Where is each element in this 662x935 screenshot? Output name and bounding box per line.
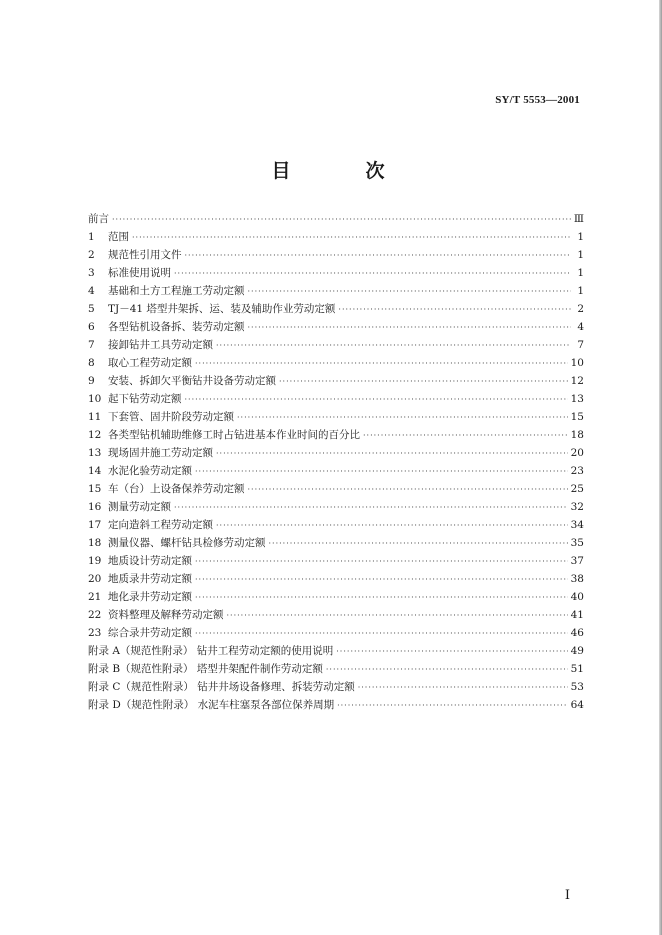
- toc-entry[interactable]: [88, 678, 584, 696]
- toc-entry-number: 9: [88, 375, 95, 387]
- toc-leader-dots: [248, 283, 572, 301]
- toc-entry[interactable]: [88, 480, 584, 498]
- toc-leader-dots: [185, 391, 568, 409]
- toc-entry-number: 22: [88, 609, 102, 621]
- toc-entry-page: 20: [570, 447, 584, 459]
- toc-entry[interactable]: [88, 642, 584, 660]
- toc-entry-label: 基础和土方工程施工劳动定额: [108, 285, 245, 297]
- toc-entry-page: 1: [577, 267, 584, 279]
- toc-leader-dots: [195, 571, 568, 589]
- toc-entry[interactable]: [88, 606, 584, 624]
- toc-leader-dots: [195, 625, 568, 643]
- toc-entry-label: 综合录井劳动定额: [108, 627, 192, 639]
- toc-entry-number: 6: [88, 321, 95, 333]
- toc-entry-label: 水泥化验劳动定额: [108, 465, 192, 477]
- toc-entry-number: 19: [88, 555, 102, 567]
- toc-entry[interactable]: [88, 246, 584, 264]
- toc-entry-number: 23: [88, 627, 102, 639]
- toc-entry-label: 起下钻劳动定额: [108, 393, 182, 405]
- toc-entry-page: 25: [570, 483, 584, 495]
- toc-entry-number: 15: [88, 483, 102, 495]
- toc-leader-dots: [216, 517, 568, 535]
- toc-entry-page: 13: [570, 393, 584, 405]
- toc-entry[interactable]: [88, 354, 584, 372]
- toc-entry-label: 资料整理及解释劳动定额: [108, 609, 224, 621]
- toc-entry-label: 附录 B（规范性附录） 塔型井架配件制作劳动定额: [88, 663, 323, 675]
- standard-code: SY/T 5553—2001: [495, 94, 580, 106]
- toc-leader-dots: [216, 445, 568, 463]
- page-number: I: [564, 888, 570, 903]
- toc-entry-page: 64: [570, 699, 584, 711]
- toc-entry[interactable]: [88, 318, 584, 336]
- toc-entry-label: 测量仪器、螺杆钻具检修劳动定额: [108, 537, 266, 549]
- toc-leader-dots: [337, 697, 568, 715]
- toc-entry-number: 4: [88, 285, 95, 297]
- toc-entry-number: 13: [88, 447, 102, 459]
- toc-entry[interactable]: [88, 372, 584, 390]
- toc-leader-dots: [248, 319, 572, 337]
- toc-entry-label: 车（台）上设备保养劳动定额: [108, 483, 245, 495]
- toc-entry-label: 地化录井劳动定额: [108, 591, 192, 603]
- toc-entry[interactable]: [88, 516, 584, 534]
- toc-leader-dots: [185, 247, 572, 265]
- toc-entry[interactable]: [88, 408, 584, 426]
- toc-entry-label: 标准使用说明: [108, 267, 171, 279]
- toc-entry-label: 规范性引用文件: [108, 249, 182, 261]
- toc-leader-dots: [338, 301, 571, 319]
- toc-leader-dots: [248, 481, 568, 499]
- toc-entry-number: 8: [88, 357, 95, 369]
- toc-entry-page: 46: [570, 627, 584, 639]
- toc-entry-label: 地质设计劳动定额: [108, 555, 192, 567]
- toc-entry[interactable]: [88, 696, 584, 714]
- toc-entry-page: 37: [570, 555, 584, 567]
- toc-entry[interactable]: [88, 228, 584, 246]
- toc-entry[interactable]: [88, 570, 584, 588]
- toc-entry-number: 20: [88, 573, 102, 585]
- toc-entry-label: TJ－41 塔型井架拆、运、装及辅助作业劳动定额: [108, 303, 336, 315]
- toc-leader-dots: [358, 679, 568, 697]
- toc-entry[interactable]: [88, 300, 584, 318]
- toc-entry-number: 1: [88, 231, 95, 243]
- toc-leader-dots: [237, 409, 568, 427]
- toc-title: 目 次: [271, 160, 413, 182]
- toc-entry-number: 7: [88, 339, 95, 351]
- toc-entry[interactable]: [88, 444, 584, 462]
- toc-entry-label: 定向造斜工程劳动定额: [108, 519, 213, 531]
- toc-entry-page: 15: [570, 411, 584, 423]
- toc-entry-page: 51: [570, 663, 584, 675]
- toc-entry-page: 49: [570, 645, 584, 657]
- toc-entry-label: 测量劳动定额: [108, 501, 171, 513]
- toc-entry-page: 35: [570, 537, 584, 549]
- toc-entry-label: 现场固井施工劳动定额: [108, 447, 213, 459]
- toc-leader-dots: [132, 229, 571, 247]
- toc-leader-dots: [326, 661, 568, 679]
- toc-entry-label: 地质录井劳动定额: [108, 573, 192, 585]
- toc-entry[interactable]: [88, 264, 584, 282]
- toc-leader-dots: [216, 337, 571, 355]
- toc-entry-label: 安装、拆卸欠平衡钻井设备劳动定额: [108, 375, 276, 387]
- toc-entry-page: 10: [570, 357, 584, 369]
- toc-entry[interactable]: [88, 660, 584, 678]
- toc-entry[interactable]: [88, 462, 584, 480]
- toc-entry-label: 接卸钻井工具劳动定额: [108, 339, 213, 351]
- toc-entry-page: 41: [570, 609, 584, 621]
- toc-entry-page: 12: [570, 375, 584, 387]
- toc-entry-number: 14: [88, 465, 102, 477]
- toc-entry[interactable]: [88, 390, 584, 408]
- toc-entry-label: 附录 C（规范性附录） 钻井井场设备修理、拆装劳动定额: [88, 681, 355, 693]
- toc-entry-page: Ⅲ: [573, 213, 584, 225]
- toc-leader-dots: [279, 373, 568, 391]
- toc-leader-dots: [195, 463, 568, 481]
- toc-leader-dots: [195, 589, 568, 607]
- toc-entry-page: 40: [570, 591, 584, 603]
- toc-entry-page: 4: [577, 321, 584, 333]
- toc-entry[interactable]: [88, 624, 584, 642]
- toc-entry-page: 2: [577, 303, 584, 315]
- toc-entry-label: 附录 A（规范性附录） 钻井工程劳动定额的使用说明: [88, 645, 334, 657]
- toc-entry-number: 12: [88, 429, 102, 441]
- toc-leader-dots: [269, 535, 568, 553]
- toc-leader-dots: [174, 499, 568, 517]
- toc-entry-page: 34: [570, 519, 584, 531]
- toc-entry-number: 21: [88, 591, 102, 603]
- toc-entry-page: 53: [570, 681, 584, 693]
- toc-leader-dots: [227, 607, 568, 625]
- toc-entry-label: 各类型钻机辅助维修工时占钻进基本作业时间的百分比: [108, 429, 360, 441]
- toc-leader-dots: [174, 265, 571, 283]
- toc-leader-dots: [195, 553, 568, 571]
- table-of-contents: [88, 210, 584, 714]
- toc-entry-label: 取心工程劳动定额: [108, 357, 192, 369]
- toc-entry-number: 10: [88, 393, 102, 405]
- toc-entry-number: 11: [88, 411, 102, 423]
- toc-leader-dots: [336, 643, 567, 661]
- toc-entry-page: 1: [577, 249, 584, 261]
- toc-entry-page: 23: [570, 465, 584, 477]
- toc-entry-number: 16: [88, 501, 102, 513]
- toc-entry[interactable]: [88, 336, 584, 354]
- toc-entry[interactable]: [88, 588, 584, 606]
- toc-entry[interactable]: [88, 498, 584, 516]
- toc-entry-number: 5: [88, 303, 95, 315]
- toc-entry[interactable]: [88, 282, 584, 300]
- toc-entry-number: 18: [88, 537, 102, 549]
- toc-entry-number: 17: [88, 519, 102, 531]
- toc-entry[interactable]: [88, 534, 584, 552]
- toc-entry-page: 38: [570, 573, 584, 585]
- toc-entry-label: 附录 D（规范性附录） 水泥车柱塞泵各部位保养周期: [88, 699, 335, 711]
- toc-entry-label: 范围: [108, 231, 129, 243]
- toc-entry-page: 18: [570, 429, 584, 441]
- toc-entry[interactable]: [88, 552, 584, 570]
- toc-leader-dots: [112, 211, 571, 229]
- toc-entry-number: 3: [88, 267, 95, 279]
- toc-leader-dots: [195, 355, 568, 373]
- toc-entry-number: 2: [88, 249, 95, 261]
- toc-entry-page: 7: [577, 339, 584, 351]
- toc-entry[interactable]: [88, 426, 584, 444]
- toc-entry-label: 下套管、固井阶段劳动定额: [108, 411, 234, 423]
- toc-entry[interactable]: [88, 210, 584, 228]
- toc-entry-label: 各型钻机设备拆、装劳动定额: [108, 321, 245, 333]
- toc-leader-dots: [363, 427, 568, 445]
- toc-entry-page: 1: [577, 231, 584, 243]
- toc-entry-page: 32: [570, 501, 584, 513]
- toc-entry-label: 前言: [88, 213, 109, 225]
- toc-entry-page: 1: [577, 285, 584, 297]
